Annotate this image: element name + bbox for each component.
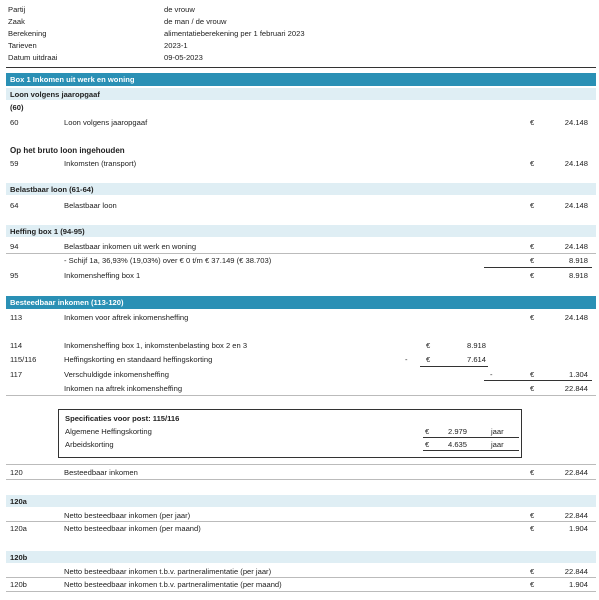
spec-item-amount: 2.979 [447,427,467,436]
row-95-label: Inkomensheffing box 1 [64,271,141,280]
spec-item-currency: € [425,427,430,436]
section-title-box1: Box 1 Inkomen uit werk en woning [10,75,135,84]
row-divider [6,395,596,396]
row-120-currency: € [530,468,535,477]
row-na-amount: 22.844 [564,384,588,393]
header-value-partij: de vrouw [164,5,195,14]
total-rule [484,380,592,381]
row-113-amount: 24.148 [564,313,588,322]
row-120a-year-currency: € [530,511,535,520]
row-120a-year-label: Netto besteedbaar inkomen (per jaar) [64,511,191,520]
row-divider [6,253,596,254]
row-94-label: Belastbaar inkomen uit werk en woning [64,242,197,251]
row-120-code: 120 [10,468,23,477]
row-94b-currency: € [530,256,535,265]
section-band-120b [6,551,596,563]
spec-rule [423,450,519,451]
row-94-currency: € [530,242,535,251]
row-64-currency: € [530,201,535,210]
row-120a-month-label: Netto besteedbaar inkomen (per maand) [64,524,201,533]
row-114-amount: 8.918 [466,341,486,350]
row-60-code: 60 [10,118,19,127]
row-120b-year-label: Netto besteedbaar inkomen t.b.v. partneralimentatie (per jaar) [64,567,272,576]
section-band-besteedbaar [6,296,596,309]
header-label-zaak: Zaak [8,17,25,26]
section-title-besteedbaar: Besteedbaar inkomen (113-120) [10,298,124,307]
spec-item-label: Arbeidskorting [65,440,114,449]
section-title-120b: 120b [10,553,28,562]
row-115-code: 115/116 [10,355,37,364]
row-114-currency: € [426,341,431,350]
row-95-amount: 8.918 [568,271,588,280]
row-120b-month-currency: € [530,580,535,589]
row-113-currency: € [530,313,535,322]
spec-rule [423,437,519,438]
row-divider [6,464,596,465]
header-value-datum: 09-05-2023 [164,53,203,62]
row-117-code: 117 [10,370,23,379]
row-59-code: 59 [10,159,19,168]
header-divider [6,67,596,68]
spec-item-label: Algemene Heffingskorting [65,427,152,436]
row-95-currency: € [530,271,535,280]
row-120a-code: 120a [10,524,27,533]
mid-subtotal-rule [420,366,488,367]
row-114-code: 114 [10,341,23,350]
row-117-currency: € [530,370,535,379]
section-band-120a [6,495,596,507]
row-120a-month-currency: € [530,524,535,533]
row-na-currency: € [530,384,535,393]
row-60-amount: 24.148 [564,118,588,127]
row-divider [6,521,596,522]
row-94-amount: 24.148 [564,242,588,251]
header-value-tarieven: 2023-1 [164,41,188,50]
row-na-label: Inkomen na aftrek inkomensheffing [64,384,183,393]
row-64-code: 64 [10,201,19,210]
row-59-currency: € [530,159,535,168]
spec-item-unit: jaar [491,427,504,436]
row-60-label: Loon volgens jaaropgaaf [64,118,148,127]
header-label-partij: Partij [8,5,26,14]
spec-item-unit: jaar [491,440,504,449]
row-117-sign: - [490,370,493,379]
section-title-belastbaar: Belastbaar loon (61-64) [10,185,94,194]
section-band-heffing [6,225,596,237]
row-113-label: Inkomen voor aftrek inkomensheffing [64,313,189,322]
row-120b-month-label: Netto besteedbaar inkomen t.b.v. partneralimentatie (per maand) [64,580,282,589]
loon-subcode: (60) [10,103,24,112]
header-value-zaak: de man / de vrouw [164,17,227,26]
row-115-sign: - [405,355,408,364]
section-band-loon [6,88,596,100]
row-64-label: Belastbaar loon [64,201,117,210]
spec-box [58,409,522,458]
row-120a-year-amount: 22.844 [564,511,588,520]
header-label-tarieven: Tarieven [8,41,37,50]
row-115-currency: € [426,355,431,364]
row-120b-month-amount: 1.904 [568,580,588,589]
section-band-belastbaar [6,183,596,195]
row-divider [6,577,596,578]
row-113-code: 113 [10,313,23,322]
row-94b-amount: 8.918 [568,256,588,265]
spec-item-currency: € [425,440,430,449]
section-title-120a: 120a [10,497,27,506]
row-59-amount: 24.148 [564,159,588,168]
row-94b-label: - Schijf 1a, 36,93% (19,03%) over € 0 t/m € 37.149 (€ 38.703) [64,256,272,265]
row-120a-month-amount: 1.904 [568,524,588,533]
row-115-label: Heffingskorting en standaard heffingskorting [64,355,213,364]
row-114-label: Inkomensheffing box 1, inkomstenbelasting box 2 en 3 [64,341,248,350]
spec-title: Specificaties voor post: 115/116 [65,414,180,423]
row-120-amount: 22.844 [564,468,588,477]
row-95-code: 95 [10,271,19,280]
row-117-amount: 1.304 [568,370,588,379]
row-120b-year-amount: 22.844 [564,567,588,576]
bruto-title: Op het bruto loon ingehouden [10,146,125,155]
row-64-amount: 24.148 [564,201,588,210]
subtotal-rule [484,267,592,268]
row-divider [6,591,596,592]
header-value-berekening: alimentatieberekening per 1 februari 2023 [164,29,305,38]
section-title-heffing: Heffing box 1 (94-95) [10,227,85,236]
row-115-amount: 7.614 [466,355,486,364]
row-120-label: Besteedbaar inkomen [64,468,138,477]
row-60-currency: € [530,118,535,127]
row-divider [6,479,596,480]
spec-item-amount: 4.635 [447,440,467,449]
header-label-datum: Datum uitdraai [8,53,58,62]
row-94-code: 94 [10,242,19,251]
row-120b-code: 120b [10,580,27,589]
row-117-label: Verschuldigde inkomensheffing [64,370,169,379]
section-band-box1 [6,73,596,86]
row-120b-year-currency: € [530,567,535,576]
row-59-label: Inkomsten (transport) [64,159,137,168]
section-title-loon: Loon volgens jaaropgaaf [10,90,100,99]
header-label-berekening: Berekening [8,29,47,38]
